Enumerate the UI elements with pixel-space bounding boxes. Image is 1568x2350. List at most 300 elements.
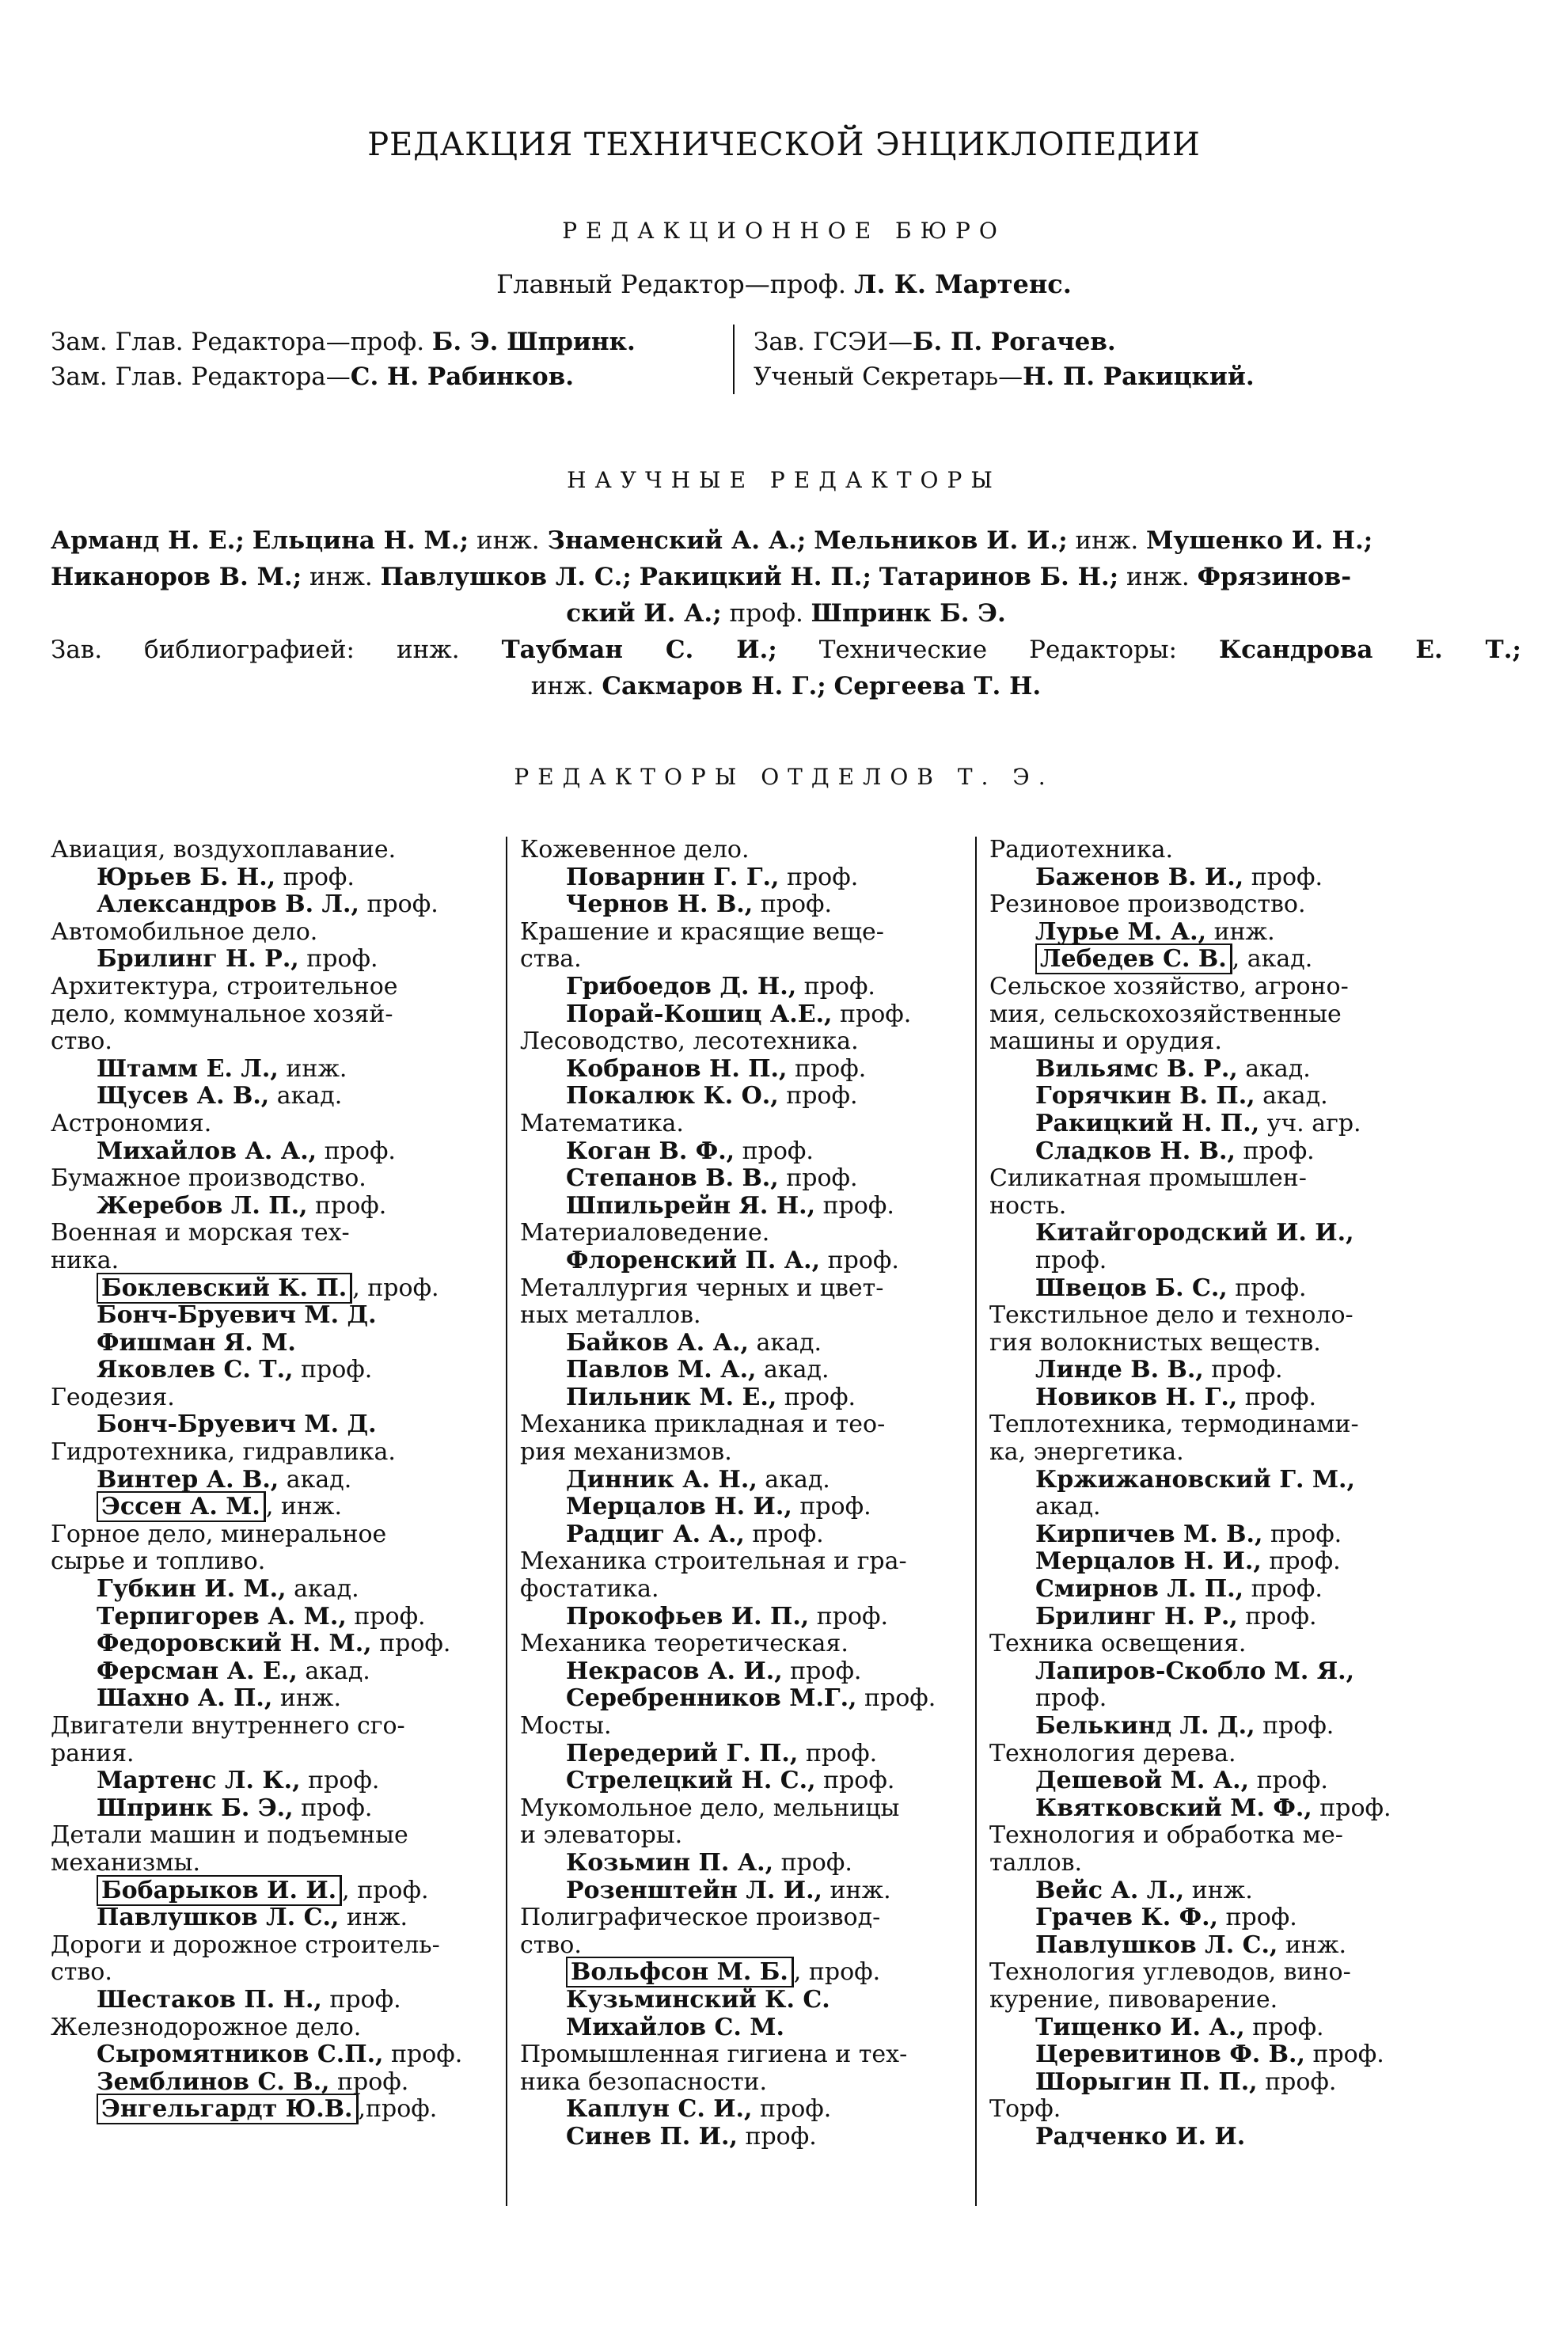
department-editor <box>989 1904 1456 1932</box>
department-editor <box>989 1685 1456 1713</box>
department-editor <box>520 1685 987 1713</box>
editor-title: проф. <box>1261 1547 1341 1576</box>
editor-name: Юрьев Б. Н., <box>97 863 276 891</box>
editor-title: , проф. <box>342 1876 429 1904</box>
department-subject: Горное дело, минеральное <box>51 1520 387 1548</box>
department-editor <box>51 1138 494 1166</box>
department-editor <box>520 1001 987 1029</box>
department-subject: Материаловедение. <box>520 1219 770 1247</box>
editor-name: Козьмин П. А., <box>566 1848 774 1877</box>
scientific-line <box>51 559 1521 595</box>
department-editor <box>51 1330 494 1357</box>
editor-title: инж. <box>1184 1876 1253 1904</box>
editor-name: Степанов В. В., <box>566 1164 779 1193</box>
editor-name: Флоренский П. А., <box>566 1246 821 1274</box>
title-prefix <box>632 563 640 591</box>
department-editor <box>51 1604 494 1631</box>
editor-name: Александров В. Л., <box>97 890 359 919</box>
department-subject: мия, сельскохозяйственные <box>989 1000 1342 1028</box>
editor-name: Динник А. Н., <box>566 1465 757 1494</box>
editor-name: Бобарыков И. И. <box>97 1875 342 1906</box>
editor-title: акад. <box>756 1356 830 1384</box>
department-editor <box>51 1904 494 1932</box>
department-editor <box>520 1083 987 1110</box>
editor-name: Синев П. И., <box>566 2122 738 2151</box>
department-editor <box>51 1275 494 1303</box>
editor-name: Каплун С. И., <box>566 2095 753 2124</box>
editor-title: проф. <box>329 2067 409 2096</box>
department-editor <box>520 2014 987 2042</box>
editor-name: Шпринк Б. Э., <box>97 1794 294 1822</box>
department-editor <box>989 2014 1456 2042</box>
editor-name: Щусев А. В., <box>97 1082 270 1110</box>
tech-editor-name: Сакмаров Н. Г.; <box>602 672 826 700</box>
editor-name: Земблинов С. В., <box>97 2067 330 2096</box>
department-subject: ника. <box>51 1246 120 1274</box>
editor-title: , акад. <box>1232 945 1313 974</box>
department-editor <box>520 1850 987 1877</box>
column-divider <box>975 837 977 2206</box>
editor-name: Павлов М. А., <box>566 1356 757 1384</box>
department-editor <box>989 1357 1456 1384</box>
editor-name: Энгельгардт Ю.В. <box>97 2094 359 2124</box>
editor-title: инж. <box>822 1876 891 1904</box>
editor-title: проф. <box>752 2095 832 2124</box>
editor-title: акад. <box>757 1465 830 1494</box>
department-subject: курение, пивоварение. <box>989 1985 1278 2014</box>
editor-title: проф. <box>371 1630 451 1658</box>
editor-name: Никаноров В. М.; <box>51 563 302 591</box>
editor-name: Сладков Н. В., <box>1035 1137 1236 1165</box>
department-subject: Авиация, воздухоплавание. <box>51 836 397 864</box>
editor-name: Боклевский К. П. <box>97 1273 352 1304</box>
editor-name: Поварнин Г. Г., <box>566 863 780 891</box>
editor-title: акад. <box>1035 1493 1101 1521</box>
department-editor <box>520 864 987 892</box>
editor-name: Линде В. В., <box>1035 1356 1204 1384</box>
editor-name: Лурье М. А., <box>1035 917 1207 946</box>
department-subject: Военная и морская тех- <box>51 1219 350 1247</box>
department-editor <box>51 2041 494 2069</box>
departments-heading: РЕДАКТОРЫ ОТДЕЛОВ Т. Э. <box>514 764 1054 790</box>
department-subject: Технология дерева. <box>989 1739 1236 1767</box>
department-subject: ства. <box>520 945 582 974</box>
editor-name: Вейс А. Л., <box>1035 1876 1185 1904</box>
editor-title: уч. агр. <box>1259 1109 1361 1137</box>
editor-title: проф. <box>298 945 378 974</box>
editor-title: проф. <box>346 1602 426 1631</box>
editor-title: проф. <box>815 1767 895 1795</box>
department-editor <box>51 891 494 919</box>
editor-name: Китайгородский И. И., <box>1035 1219 1354 1247</box>
editor-title: проф. <box>798 1739 878 1767</box>
editor-name: Ракицкий Н. П.; <box>639 563 871 591</box>
department-editor <box>989 946 1456 974</box>
editor-name: Павлушков Л. С., <box>1035 1930 1278 1959</box>
department-subject: ника безопасности. <box>520 2067 768 2096</box>
department-subject: Детали машин и подъемные <box>51 1821 408 1850</box>
department-editor <box>520 1165 987 1193</box>
editor-name: Михайлов А. А., <box>97 1137 317 1165</box>
title-prefix <box>806 526 814 555</box>
deputy-label: Зам. Глав. Редактора—проф. <box>51 328 425 356</box>
department-subject: Крашение и красящие веще- <box>520 917 884 946</box>
department-editor <box>520 1247 987 1275</box>
department-subject: Бумажное производство. <box>51 1164 366 1193</box>
department-subject: Автомобильное дело. <box>51 917 318 946</box>
department-editor <box>520 1138 987 1166</box>
department-editor <box>989 1604 1456 1631</box>
department-editor <box>520 1056 987 1084</box>
editor-name: Грибоедов Д. Н., <box>566 972 797 1000</box>
editor-title: проф. <box>1249 1767 1328 1795</box>
editor-title: проф. <box>856 1684 936 1713</box>
editor-title: инж. <box>272 1684 341 1713</box>
staff-line <box>754 359 1255 394</box>
scientific-line <box>51 595 1521 632</box>
department-subject: механизмы. <box>51 1848 200 1877</box>
department-editor <box>520 1741 987 1768</box>
staff-name: Н. П. Ракицкий. <box>1023 363 1255 391</box>
editor-name: Пильник М. Е., <box>566 1383 777 1411</box>
editor-name: Кржижановский Г. М., <box>1035 1465 1355 1494</box>
editor-name: Яковлев С. Т., <box>97 1356 294 1384</box>
department-editor <box>51 2069 494 2097</box>
chief-editor-label: Главный Редактор—проф. <box>496 269 846 299</box>
editor-name: Мельников И. И.; <box>814 526 1068 555</box>
editor-title: проф. <box>293 1794 373 1822</box>
department-editor <box>51 1767 494 1795</box>
editor-name: Ракицкий Н. П., <box>1035 1109 1260 1137</box>
department-editor <box>520 1959 987 1987</box>
editor-name: Чернов Н. В., <box>566 890 754 919</box>
department-editor <box>51 1083 494 1110</box>
editor-title: проф. <box>1035 1246 1107 1274</box>
editor-name: Лапиров-Скобло М. Я., <box>1035 1657 1355 1685</box>
department-editor <box>989 1138 1456 1166</box>
department-editor <box>51 1056 494 1084</box>
editor-title: проф. <box>782 1657 862 1685</box>
chief-editor-line <box>0 269 1568 299</box>
department-editor <box>989 1767 1456 1795</box>
department-editor <box>989 1932 1456 1960</box>
department-editor <box>989 1576 1456 1604</box>
editor-title: проф. <box>779 863 859 891</box>
editor-name: Передерий Г. П., <box>566 1739 799 1767</box>
department-subject: Астрономия. <box>51 1109 212 1137</box>
department-editor <box>51 1631 494 1658</box>
department-editor <box>989 1083 1456 1110</box>
department-subject: Архитектура, строительное <box>51 972 398 1000</box>
editor-name: Баженов В. И., <box>1035 863 1244 891</box>
department-editor <box>51 1658 494 1686</box>
editor-name: Смирнов Л. П., <box>1035 1575 1244 1604</box>
department-editor <box>989 1220 1456 1247</box>
editor-name: Церевитинов Ф. В., <box>1035 2041 1305 2069</box>
editor-name: Лебедев С. В. <box>1035 943 1232 974</box>
tech-editor-name: Сергеева Т. Н. <box>833 672 1042 700</box>
editor-name: Прокофьев И. П., <box>566 1602 810 1631</box>
editor-title: проф. <box>809 1602 889 1631</box>
editor-name: Фишман Я. М. <box>97 1328 296 1357</box>
editor-name: Радциг А. А., <box>566 1520 745 1548</box>
editor-name: Покалюк К. О., <box>566 1082 779 1110</box>
department-column-1 <box>51 837 494 2124</box>
title-prefix: инж. <box>302 563 381 591</box>
department-editor <box>51 1411 494 1439</box>
department-editor <box>989 2041 1456 2069</box>
department-editor <box>989 1384 1456 1412</box>
editor-name: Шорыгин П. П., <box>1035 2067 1258 2096</box>
editor-name: Порай-Кошиц А.Е., <box>566 1000 833 1028</box>
editor-title: , инж. <box>265 1493 343 1521</box>
department-subject: ство. <box>520 1930 582 1959</box>
department-editor <box>989 919 1456 947</box>
department-subject: Мукомольное дело, мельницы <box>520 1794 900 1822</box>
editor-name: Шпильрейн Я. Н., <box>566 1191 816 1220</box>
department-columns <box>51 837 1518 2309</box>
deputy-name: Б. Э. Шпринк. <box>431 328 636 356</box>
scientific-editors <box>51 522 1521 704</box>
editor-title: проф. <box>744 1520 824 1548</box>
department-editor <box>520 1330 987 1357</box>
editor-name: Эссен А. М. <box>97 1491 266 1522</box>
department-subject: Механика строительная и гра- <box>520 1547 907 1576</box>
department-subject: ность. <box>989 1191 1067 1220</box>
department-editor <box>51 1193 494 1221</box>
editor-name: Шпринк Б. Э. <box>811 599 1006 628</box>
department-editor <box>989 1056 1456 1084</box>
editor-name: Дешевой М. А., <box>1035 1767 1250 1795</box>
editor-name: Брилинг Н. Р., <box>1035 1602 1238 1631</box>
department-editor <box>989 1521 1456 1549</box>
deputies-right <box>733 325 1255 394</box>
editor-name: Байков А. А., <box>566 1328 749 1357</box>
editor-title: проф. <box>383 2041 463 2069</box>
department-editor <box>989 1110 1456 1138</box>
department-subject: Двигатели внутреннего сго- <box>51 1712 405 1740</box>
editor-name: Вильямс В. Р., <box>1035 1054 1238 1083</box>
editor-name: Грачев К. Ф., <box>1035 1904 1218 1932</box>
editor-title: проф. <box>753 890 833 919</box>
editor-title: инж. <box>339 1904 408 1932</box>
editor-name: Кобранов Н. П., <box>566 1054 788 1083</box>
department-editor <box>51 1877 494 1905</box>
department-subject: и элеваторы. <box>520 1821 683 1850</box>
department-editor <box>520 1987 987 2014</box>
editor-name: Белькинд Л. Д., <box>1035 1712 1255 1740</box>
department-editor <box>989 1795 1456 1823</box>
editor-name: Павлушков Л. С.; <box>380 563 632 591</box>
editor-title: проф. <box>359 890 439 919</box>
editor-name: Бонч-Бруевич М. Д. <box>97 1301 377 1330</box>
department-subject: Мосты. <box>520 1712 612 1740</box>
editor-title: ,проф. <box>358 2095 438 2124</box>
department-editor <box>51 2096 494 2124</box>
department-editor <box>51 1795 494 1823</box>
department-subject: фостатика. <box>520 1575 659 1604</box>
editor-name: Брилинг Н. Р., <box>97 945 299 974</box>
editor-name: Мерцалов Н. И., <box>566 1493 792 1521</box>
editor-title: проф. <box>1244 2013 1324 2041</box>
editor-name: Ельцина Н. М.; <box>252 526 469 555</box>
department-subject: Торф. <box>989 2095 1061 2124</box>
editor-title: , проф. <box>352 1274 439 1302</box>
editor-title: проф. <box>1257 2067 1337 2096</box>
department-subject: рания. <box>51 1739 135 1767</box>
editor-title: проф. <box>1218 1904 1297 1932</box>
editor-title: проф. <box>321 1985 401 2014</box>
editor-name: Шахно А. П., <box>97 1684 273 1713</box>
editor-title: проф. <box>737 2122 817 2151</box>
department-editor <box>520 1193 987 1221</box>
editor-name: Терпигорев А. М., <box>97 1602 347 1631</box>
department-subject: Техника освещения. <box>989 1630 1247 1658</box>
editor-title: проф. <box>820 1246 899 1274</box>
editor-title: проф. <box>1312 1794 1391 1822</box>
title-prefix: проф. <box>721 599 811 628</box>
staff-label: Зав. ГСЭИ— <box>754 328 913 356</box>
department-editor <box>989 1713 1456 1741</box>
department-subject: ство. <box>51 1958 112 1987</box>
department-subject: Математика. <box>520 1109 684 1137</box>
editor-name: Павлушков Л. С., <box>97 1904 340 1932</box>
editor-name: Бонч-Бруевич М. Д. <box>97 1410 377 1439</box>
biblio-label: Зав. библиографией: инж. <box>51 636 460 664</box>
editor-title: проф. <box>778 1164 858 1193</box>
department-subject: Технология углеводов, вино- <box>989 1958 1351 1987</box>
department-editor <box>989 1658 1456 1686</box>
department-subject: Силикатная промышлен- <box>989 1164 1307 1193</box>
editor-title: проф. <box>300 1767 380 1795</box>
department-subject: ка, энергетика. <box>989 1438 1184 1467</box>
department-editor <box>520 1467 987 1494</box>
department-editor <box>51 1467 494 1494</box>
editor-title: проф. <box>1304 2041 1384 2069</box>
title-prefix: инж. <box>469 526 548 555</box>
editor-title: акад. <box>748 1328 822 1357</box>
department-editor <box>520 891 987 919</box>
editor-name: Арманд Н. Е.; <box>51 526 245 555</box>
department-subject: Геодезия. <box>51 1383 175 1411</box>
editor-name: Некрасов А. И., <box>566 1657 783 1685</box>
department-subject: таллов. <box>989 1848 1083 1877</box>
editor-name: Кузьминский К. С. <box>566 1985 830 2014</box>
bureau-heading: РЕДАКЦИОННОЕ БЮРО <box>562 218 1006 244</box>
department-subject: дело, коммунальное хозяй- <box>51 1000 393 1028</box>
editor-name: Новиков Н. Г., <box>1035 1383 1238 1411</box>
biblio-line <box>51 632 1521 668</box>
editor-title: проф. <box>1243 863 1323 891</box>
department-subject: Теплотехника, термодинами- <box>989 1410 1359 1439</box>
editor-name: Швецов Б. С., <box>1035 1274 1228 1302</box>
editor-title: акад. <box>286 1575 359 1604</box>
editor-title: проф. <box>275 863 355 891</box>
editor-title: акад. <box>1237 1054 1311 1083</box>
department-editor <box>989 1275 1456 1303</box>
department-editor <box>520 1357 987 1384</box>
editor-title: проф. <box>1237 1602 1317 1631</box>
department-subject: Радиотехника. <box>989 836 1174 864</box>
editor-name: Горячкин В. П., <box>1035 1082 1255 1110</box>
tech-editors-line <box>51 668 1521 704</box>
title-prefix <box>245 526 252 555</box>
editor-title: акад. <box>297 1657 370 1685</box>
department-editor <box>520 1494 987 1521</box>
department-editor <box>51 1302 494 1330</box>
department-editor <box>51 1576 494 1604</box>
department-editor <box>989 1494 1456 1521</box>
department-subject: Дороги и дорожное строитель- <box>51 1930 440 1959</box>
editor-name: Мартенс Л. К., <box>97 1767 301 1795</box>
editor-name: Губкин И. М., <box>97 1575 287 1604</box>
department-editor <box>520 1767 987 1795</box>
department-editor <box>989 1877 1456 1905</box>
editor-title: инж. <box>278 1054 347 1083</box>
editor-name: Серебренников М.Г., <box>566 1684 857 1713</box>
department-editor <box>51 1987 494 2014</box>
staff-line <box>754 325 1255 359</box>
deputy-name: С. Н. Рабинков. <box>350 363 575 391</box>
editor-name: Знаменский А. А.; <box>547 526 807 555</box>
editor-title: проф. <box>773 1848 852 1877</box>
editor-title: инж. <box>1278 1930 1347 1959</box>
column-divider <box>506 837 507 2206</box>
editor-name: Шестаков П. Н., <box>97 1985 322 2014</box>
department-editor <box>51 1494 494 1521</box>
editor-name: Вольфсон М. Б. <box>566 1957 794 1987</box>
department-editor <box>520 2096 987 2124</box>
editor-name: Мерцалов Н. И., <box>1035 1547 1262 1576</box>
department-subject: машины и орудия. <box>989 1027 1222 1056</box>
editor-title: проф. <box>776 1383 856 1411</box>
department-subject: ство. <box>51 1027 112 1056</box>
editor-title: проф. <box>815 1191 894 1220</box>
editor-title: акад. <box>1255 1082 1328 1110</box>
department-editor <box>51 946 494 974</box>
editor-title: проф. <box>1262 1520 1342 1548</box>
editor-name: Кирпичев М. В., <box>1035 1520 1263 1548</box>
department-column-3 <box>989 837 1456 2151</box>
editor-title: проф. <box>796 972 875 1000</box>
editor-title: проф. <box>1235 1137 1315 1165</box>
department-editor <box>989 2069 1456 2097</box>
editor-title: , проф. <box>793 1958 881 1987</box>
editor-title: акад. <box>279 1465 352 1494</box>
editor-name: Винтер А. В., <box>97 1465 279 1494</box>
title-prefix <box>871 563 879 591</box>
department-editor <box>989 1467 1456 1494</box>
scientific-heading: НАУЧНЫЕ РЕДАКТОРЫ <box>567 467 1001 493</box>
editor-title: проф. <box>1227 1274 1307 1302</box>
department-subject: Резиновое производство. <box>989 890 1306 919</box>
title-prefix: инж. <box>1067 526 1147 555</box>
editor-title: проф. <box>778 1082 858 1110</box>
department-subject: Механика теоретическая. <box>520 1630 849 1658</box>
department-editor <box>520 1604 987 1631</box>
editor-title: проф. <box>735 1137 814 1165</box>
editor-name: Стрелецкий Н. С., <box>566 1767 816 1795</box>
department-subject: Лесоводство, лесотехника. <box>520 1027 859 1056</box>
department-subject: Железнодорожное дело. <box>51 2013 362 2041</box>
editor-title: проф. <box>1243 1575 1323 1604</box>
staff-label: Ученый Секретарь— <box>754 363 1023 391</box>
department-subject: Полиграфическое производ- <box>520 1904 881 1932</box>
department-subject: Промышленная гигиена и тех- <box>520 2041 908 2069</box>
editor-name: Федоровский Н. М., <box>97 1630 372 1658</box>
department-column-2 <box>520 837 987 2151</box>
tech-editor-name: Ксандрова Е. Т.; <box>1218 636 1521 664</box>
